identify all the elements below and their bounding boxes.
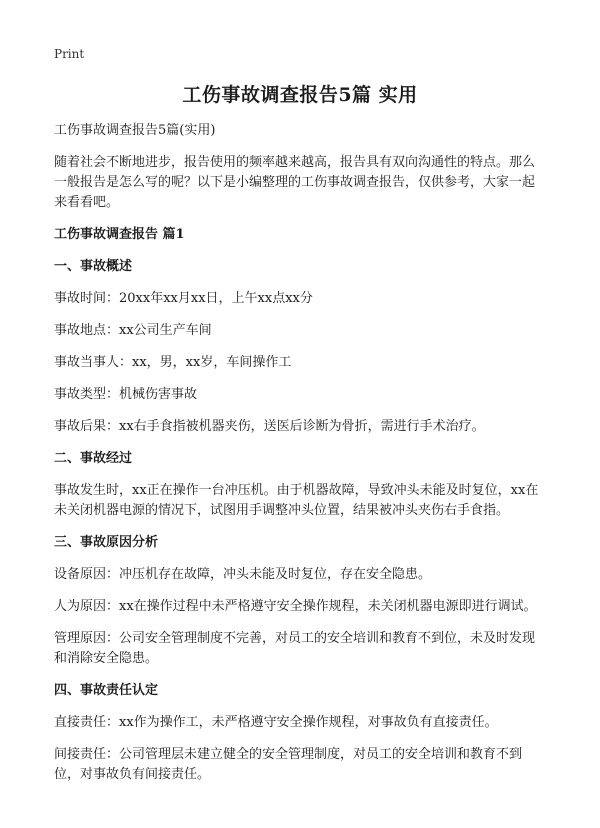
accident-type: 事故类型：机械伤害事故 (54, 387, 198, 402)
document-title: 工伤事故调查报告5篇 实用 (182, 84, 418, 106)
accident-time: 事故时间：20xx年xx月xx日，上午xx点xx分 (54, 291, 313, 306)
heading-overview: 一、事故概述 (54, 259, 133, 274)
cause-management: 管理原因：公司安全管理制度不完善，对员工的安全培训和教育不到位，未及时发现和消除安全隐患。 (54, 631, 536, 666)
heading-responsibility: 四、事故责任认定 (54, 683, 159, 698)
intro-paragraph: 随着社会不断地进步，报告使用的频率越来越高，报告具有双向沟通性的特点。那么一般报告是怎么写的呢？以下是小编整理的工伤事故调查报告，仅供参考，大家一起来看看吧。 (54, 155, 536, 210)
accident-person: 事故当事人：xx，男，xx岁，车间操作工 (54, 355, 292, 370)
section-title: 工伤事故调查报告 篇1 (54, 227, 185, 242)
accident-result: 事故后果：xx右手食指被机器夹伤，送医后诊断为骨折，需进行手术治疗。 (54, 419, 485, 434)
cause-human: 人为原因：xx在操作过程中未严格遵守安全操作规程，未关闭机器电源即进行调试。 (54, 599, 537, 614)
heading-process: 二、事故经过 (54, 451, 133, 466)
accident-process: 事故发生时，xx正在操作一台冲压机。由于机器故障，导致冲头未能及时复位，xx在未关闭机器电源的情况下，试图用手调整冲头位置，结果被冲头夹伤右手食指。 (54, 483, 539, 518)
accident-place: 事故地点：xx公司生产车间 (54, 323, 212, 338)
document-subtitle: 工伤事故调查报告5篇(实用) (54, 123, 216, 138)
responsibility-direct: 直接责任：xx作为操作工，未严格遵守安全操作规程，对事故负有直接责任。 (54, 715, 498, 730)
document-content (54, 121, 546, 797)
cause-equipment: 设备原因：冲压机存在故障，冲头未能及时复位，存在安全隐患。 (54, 567, 432, 582)
heading-causes: 三、事故原因分析 (54, 535, 159, 550)
print-label[interactable]: Print (54, 47, 85, 61)
responsibility-indirect: 间接责任：公司管理层未建立健全的安全管理制度，对员工的安全培训和教育不到位，对事故负有间接责任。 (54, 747, 523, 782)
